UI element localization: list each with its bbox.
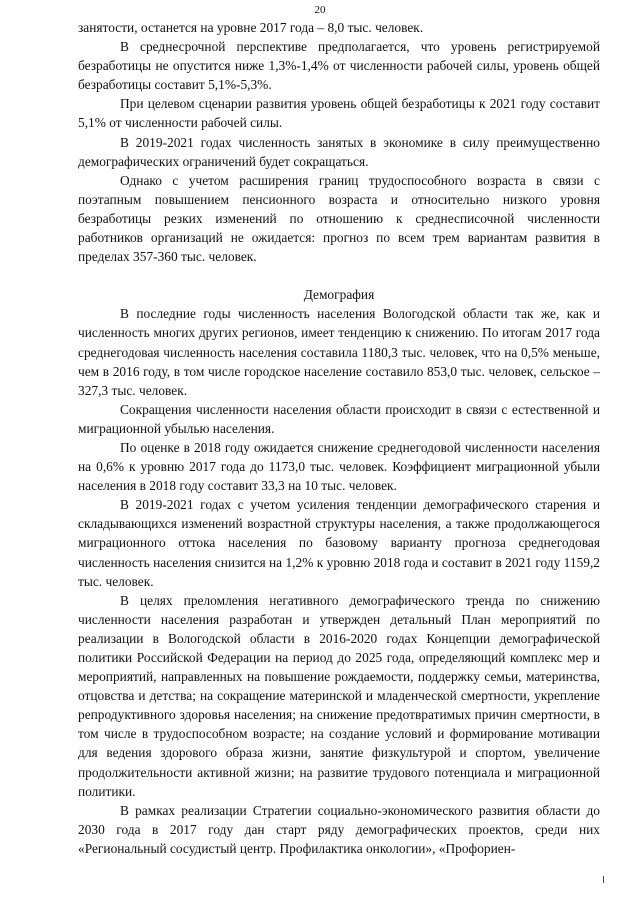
paragraph: Однако с учетом расширения границ трудоспособного возраста в связи с поэтапным повышением пенсионного возраста и относительно низкого уровня безработицы резких изменений по отношению к среднесписочной численности работников организаций не ожидается: прогноз по всем трем вариантам развития в пределах 357-360 тыс. человек. <box>78 172 600 265</box>
scan-edge-mark <box>603 876 604 883</box>
document-body <box>78 18 600 858</box>
paragraph: Сокращения численности населения области происходит в связи с естественной и миграционной убылью населения. <box>78 401 600 436</box>
paragraph: При целевом сценарии развития уровень общей безработицы к 2021 году составит 5,1% от численности рабочей силы. <box>78 96 600 131</box>
paragraph: В среднесрочной перспективе предполагается, что уровень регистрируемой безработицы не опустится ниже 1,3%-1,4% от численности рабочей силы, уровень общей безработицы составит 5,1%-5,3%. <box>78 39 600 93</box>
paragraph: В рамках реализации Стратегии социально-экономического развития области до 2030 года в 2017 году дан старт ряду демографических проектов, среди них «Региональный сосудистый центр. Профилактика онкологии», «Профориен- <box>78 802 600 856</box>
paragraph: В 2019-2021 годах с учетом усиления тенденции демографического старения и складывающихся изменений возрастной структуры населения, а также продолжающегося миграционного оттока населения по базовому варианту прогноза среднегодовая численность населения снизится на 1,2% к уровню 2018 года и составит в 2021 году 1159,2 тыс. человек. <box>78 497 600 589</box>
page-number: 20 <box>314 4 326 16</box>
section-heading: Демография <box>303 287 375 303</box>
paragraph: В последние годы численность населения Вологодской области так же, как и численность многих других регионов, имеет тенденцию к снижению. По итогам 2017 года среднегодовая численность населения составила 1180,3 тыс. человек, что на 0,5% меньше, чем в 2016 году, в том числе городское население составило 853,0 тыс. человек, сельское – 327,3 тыс. человек. <box>78 306 600 398</box>
paragraph: По оценке в 2018 году ожидается снижение среднегодовой численности населения на 0,6% к уровню 2017 года до 1173,0 тыс. человек. Коэффициент миграционной убыли населения в 2018 году составит 33,3 на 10 тыс. человек. <box>78 439 600 494</box>
paragraph: В целях преломления негативного демографического тренда по снижению численности населения разработан и утвержден детальный План мероприятий по реализации в Вологодской области в 2016-2020 годах Концепции демографической политики Российской Федерации на период до 2025 года, определяющий комплекс мер и мероприятий, направленных на повышение рождаемости, поддержку семьи, материнства, отцовства и детства; на сокращение материнской и младенческой смертности, укрепление репродуктивного здоровья населения; на снижение предотвратимых причин смертности, в том числе в трудоспособном возрасте; на создание условий и формирование мотивации для ведения здорового образа жизни, занятие физкультурой и спортом, увеличение продолжительности активной жизни; на развитие трудового потенциала и миграционной политики. <box>78 592 600 799</box>
paragraph: занятости, останется на уровне 2017 года – 8,0 тыс. человек. <box>78 20 424 35</box>
paragraph: В 2019-2021 годах численность занятых в экономике в силу преимущественно демографических ограничений будет сокращаться. <box>78 134 600 169</box>
